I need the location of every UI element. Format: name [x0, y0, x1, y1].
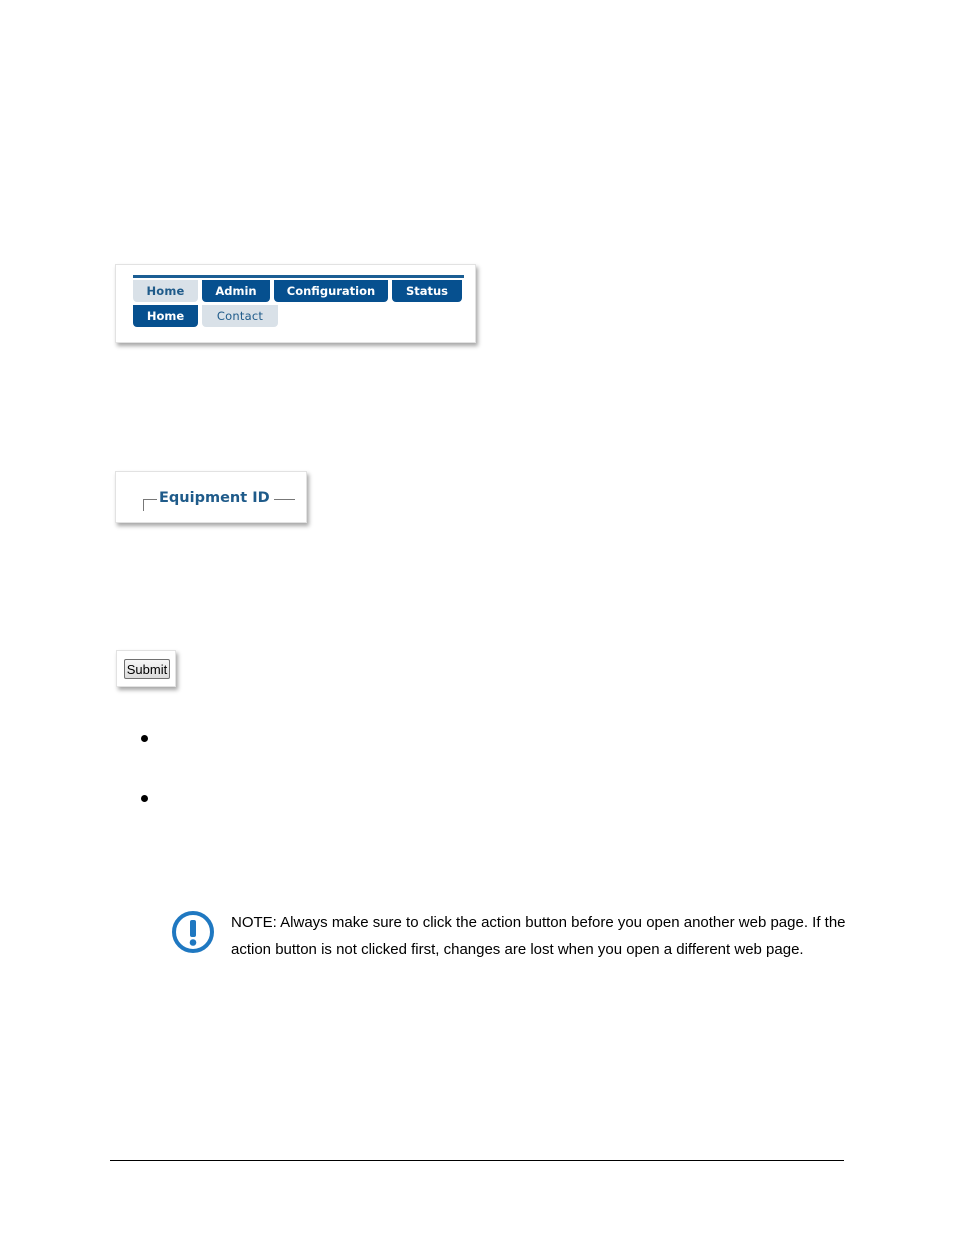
section-header-figure	[115, 471, 307, 523]
tab-configuration[interactable]: Configuration	[274, 280, 388, 302]
exclamation-circle-icon	[171, 910, 215, 954]
tab-admin[interactable]: Admin	[202, 280, 270, 302]
bullet-1	[141, 735, 148, 742]
subtab-contact[interactable]: Contact	[202, 305, 278, 327]
submit-button[interactable]: Submit	[124, 659, 170, 679]
section-title: Equipment ID	[159, 490, 270, 506]
fieldset-border-left	[143, 499, 144, 511]
fieldset-border-top	[143, 499, 157, 500]
tab-home[interactable]: Home	[133, 280, 198, 302]
fieldset-border-right	[274, 499, 295, 500]
note-text: NOTE: Always make sure to click the action button before you open another web page. If the action button is not clicked first, changes are lost when you open a different web page.	[231, 914, 846, 958]
footer-rule	[110, 1160, 844, 1161]
bullet-2	[141, 795, 148, 802]
subtab-home[interactable]: Home	[133, 305, 198, 327]
nav-top-rule	[133, 275, 464, 278]
tab-status[interactable]: Status	[392, 280, 462, 302]
nav-tabs-figure	[115, 264, 476, 343]
action-button-figure	[116, 650, 176, 687]
